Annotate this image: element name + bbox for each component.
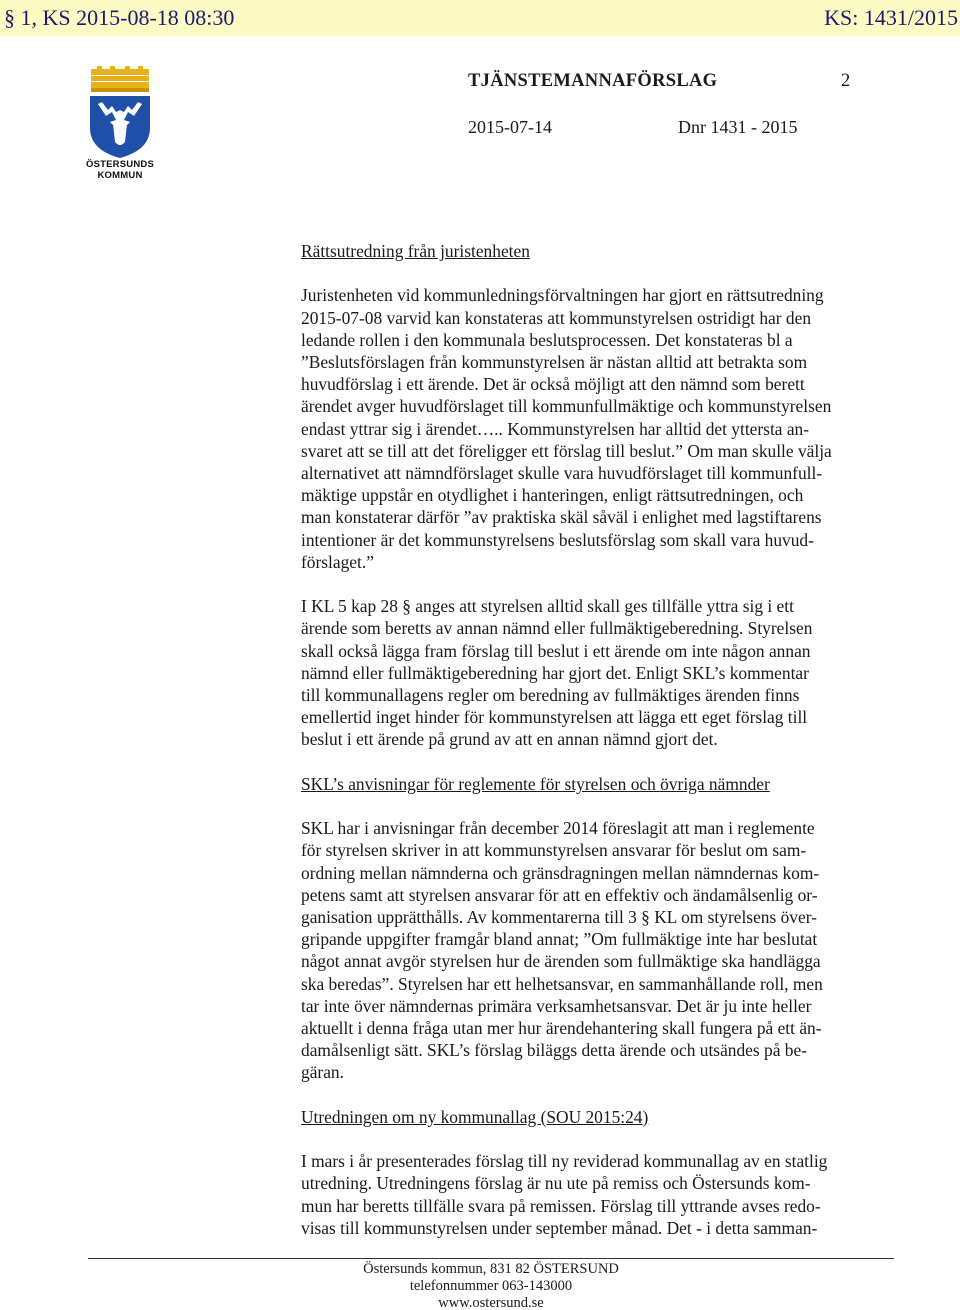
- text-line: huvudförslag i ett ärende. Det är också möjligt att den nämnd som berett: [301, 374, 805, 395]
- text-line: alternativet att nämndförslaget skulle vara huvudförslaget till kommunfull-: [301, 463, 823, 484]
- section-spacing: [301, 1084, 901, 1106]
- municipality-logo-text: ÖSTERSUNDS KOMMUN: [86, 159, 154, 181]
- text-line: aktuellt i denna fråga utan mer hur ärendehantering skall fungera på ett än-: [301, 1018, 822, 1039]
- footer-phone: telefonnummer 063-143000: [409, 1278, 573, 1294]
- document-title: TJÄNSTEMANNAFÖRSLAG: [468, 71, 718, 91]
- text-line: ganisation upprätthålls. Av kommentarerna till 3 § KL om styrelsens över-: [301, 907, 817, 928]
- text-line: förslaget.”: [301, 551, 374, 572]
- banner-agenda-item: § 1, KS 2015-08-18 08:30: [4, 5, 235, 30]
- text-line: skall också lägga fram förslag till beslut i ett ärende om inte någon annan: [301, 640, 811, 661]
- text-line: I mars i år presenterades förslag till ny reviderad kommunallag av en statlig: [301, 1151, 828, 1172]
- paragraph-spacing: [301, 795, 901, 817]
- paragraph-spacing: [301, 262, 901, 284]
- document-body: [301, 240, 901, 1239]
- text-line: intentioner är det kommunstyrelsens beslutsförslag som skall vara huvud-: [301, 529, 814, 550]
- text-line: beslut i ett ärende på grund av att en annan nämnd gjort det.: [301, 729, 718, 750]
- paragraph-spacing: [301, 1128, 901, 1150]
- text-line: tar inte över nämndernas primära verksamhetsansvar. Det är ju inte heller: [301, 995, 812, 1016]
- section-spacing: [301, 751, 901, 773]
- text-line: gäran.: [301, 1062, 344, 1083]
- page-number: 2: [841, 71, 851, 91]
- footer-address: Östersunds kommun, 831 82 ÖSTERSUND: [363, 1261, 619, 1277]
- text-line: emellertid inget hinder för kommunstyrelsen att lägga ett eget förslag till: [301, 707, 808, 728]
- paragraph-spacing: [301, 573, 901, 595]
- text-line: utredning. Utredningens förslag är nu ute på remiss och Östersunds kom-: [301, 1173, 811, 1194]
- text-line: ledande rollen i den kommunala beslutsprocessen. Det konstateras bl a: [301, 329, 793, 350]
- text-line: mäktige uppstår en otydlighet i hanteringen, enligt rättsutredningen, och: [301, 485, 804, 506]
- banner-case-number: KS: 1431/2015: [824, 5, 958, 30]
- text-line: man konstaterar därför ”av praktiska skäl såväl i enlighet med lagstiftarens: [301, 507, 822, 528]
- section-heading: Utredningen om ny kommunallag (SOU 2015:24): [301, 1106, 649, 1127]
- footer-website: www.ostersund.se: [438, 1295, 544, 1310]
- text-line: till kommunallagens regler om beredning av fullmäktiges ärenden finns: [301, 685, 800, 706]
- registration-number: Dnr 1431 - 2015: [678, 117, 798, 137]
- text-line: petens samt att styrelsen ansvarar för att en effektiv och ändamålsenlig or-: [301, 884, 818, 905]
- text-line: svaret att se till att det föreligger ett förslag till beslut.” Om man skulle välja: [301, 440, 832, 461]
- text-line: Juristenheten vid kommunledningsförvaltningen har gjort en rättsutredning: [301, 285, 824, 306]
- text-line: endast yttrar sig i ärendet….. Kommunstyrelsen har alltid det yttersta an-: [301, 418, 810, 439]
- body-paragraph: [301, 284, 901, 573]
- text-line: nämnd eller fullmäktigeberedning har gjort det. Enligt SKL’s kommentar: [301, 662, 809, 683]
- text-line: för styrelsen skriver in att kommunstyrelsen ansvarar för beslut om sam-: [301, 840, 807, 861]
- text-line: ärendet avger huvudförslaget till kommunfullmäktige och kommunstyrelsen: [301, 396, 832, 417]
- body-paragraph: [301, 1150, 901, 1239]
- agenda-banner: [0, 0, 960, 36]
- document-date: 2015-07-14: [468, 117, 552, 137]
- text-line: I KL 5 kap 28 § anges att styrelsen alltid skall ges tillfälle yttra sig i ett: [301, 596, 794, 617]
- body-paragraph: [301, 595, 901, 750]
- section-heading: SKL’s anvisningar för reglemente för styrelsen och övriga nämnder: [301, 773, 770, 794]
- text-line: SKL har i anvisningar från december 2014 föreslagit att man i reglemente: [301, 818, 815, 839]
- text-line: visas till kommunstyrelsen under september månad. Det - i detta samman-: [301, 1217, 818, 1238]
- footer-divider: [88, 1258, 894, 1259]
- page-footer: [0, 1261, 960, 1310]
- text-line: ska beredas”. Styrelsen har ett helhetsansvar, en sammanhållande roll, men: [301, 973, 823, 994]
- crown-icon: [91, 66, 149, 92]
- text-line: ”Beslutsförslagen från kommunstyrelsen är nästan alltid att betrakta som: [301, 352, 808, 372]
- text-line: 2015-07-08 varvid kan konstateras att kommunstyrelsen ostridigt har den: [301, 307, 812, 328]
- section-heading: Rättsutredning från juristenheten: [301, 241, 530, 261]
- text-line: ordning mellan nämnderna och gränsdragningen mellan nämndernas kom-: [301, 862, 820, 883]
- text-line: mun har beretts tillfälle svara på remissen. Förslag till yttrande avses redo-: [301, 1195, 821, 1216]
- text-line: gripande uppgifter framgår bland annat; ”Om fullmäktige inte har beslutat: [301, 929, 818, 950]
- text-line: något annat avgör styrelsen hur de ärenden som fullmäktige ska handlägga: [301, 951, 821, 972]
- body-paragraph: [301, 817, 901, 1083]
- text-line: ärende som beretts av annan nämnd eller fullmäktigeberedning. Styrelsen: [301, 618, 813, 639]
- text-line: damålsenligt sätt. SKL’s förslag biläggs detta ärende och utsändes på be-: [301, 1040, 807, 1061]
